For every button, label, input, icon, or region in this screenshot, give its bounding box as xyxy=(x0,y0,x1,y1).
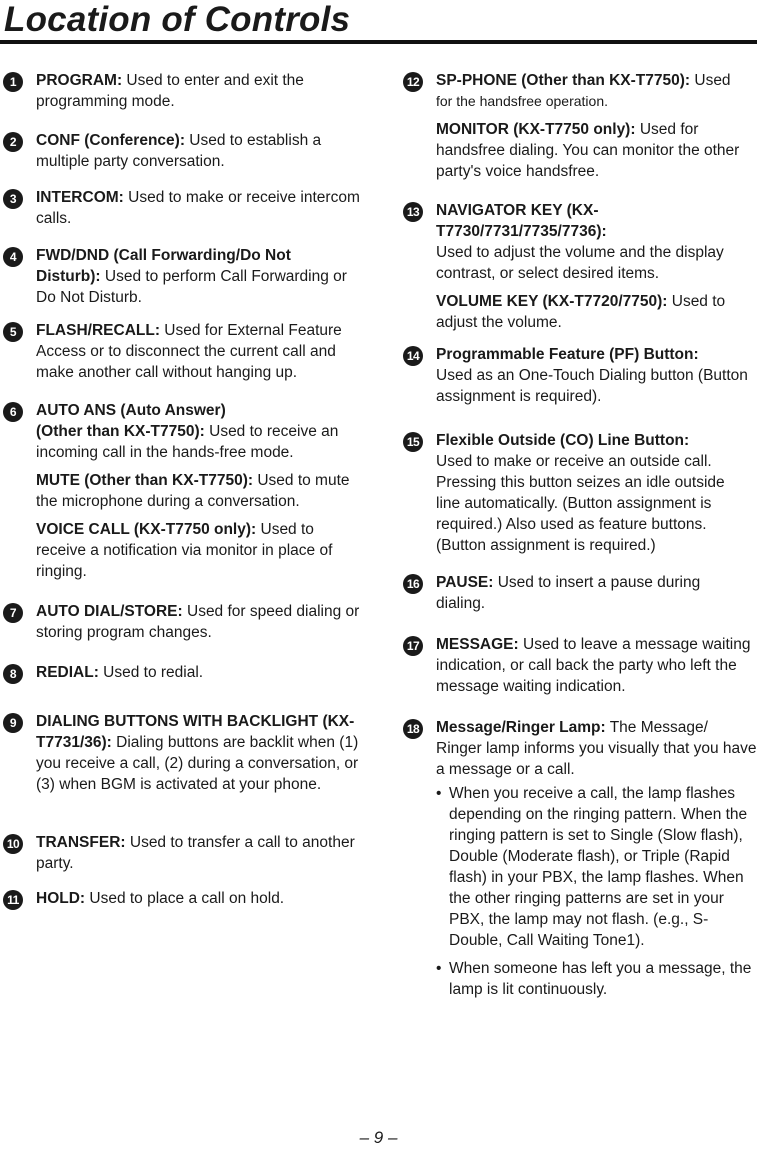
item-description: Dialing buttons are backlit when (1) you receive a call, (2) during a conversation, or (3) when BGM is activated at your phone. xyxy=(36,734,359,793)
item-description: Used to leave a message waiting indication, or call back the party who left the message waiting indication. xyxy=(436,636,751,695)
item-description: Used for handsfree dialing. You can monitor the other party's voice handsfree. xyxy=(436,121,740,180)
number-badge: 18 xyxy=(403,719,423,739)
item-label: AUTO DIAL/STORE: xyxy=(36,603,183,620)
item-label: REDIAL: xyxy=(36,664,99,681)
item-label: HOLD: xyxy=(36,890,86,907)
page-title: Location of Controls xyxy=(4,0,351,39)
number-badge: 11 xyxy=(3,890,23,910)
item-label: PROGRAM: xyxy=(36,72,123,89)
title-rule xyxy=(0,40,757,44)
item-description: Used to make or receive intercom calls. xyxy=(36,189,360,227)
item-label: Flexible Outside (CO) Line Button: xyxy=(436,432,690,449)
number-badge: 2 xyxy=(3,132,23,152)
item-description: Used to insert a pause during dialing. xyxy=(436,574,701,612)
item-label: AUTO ANS (Auto Answer) xyxy=(36,402,226,419)
item-description: Used to transfer a call to another party. xyxy=(36,834,355,872)
number-badge: 6 xyxy=(3,402,23,422)
number-badge: 17 xyxy=(403,636,423,656)
number-badge: 5 xyxy=(3,322,23,342)
number-badge: 8 xyxy=(3,664,23,684)
number-badge: 15 xyxy=(403,432,423,452)
item-description: Used to place a call on hold. xyxy=(85,890,285,907)
item-label: NAVIGATOR KEY (KX-T7730/7731/7735/7736): xyxy=(436,202,607,240)
item-description: Used to receive a notification via monitor in place of ringing. xyxy=(36,521,333,580)
item-description: for the handsfree operation. xyxy=(436,93,609,109)
item-label: FLASH/RECALL: xyxy=(36,322,160,339)
item-description: Used xyxy=(690,72,731,89)
item-label: MUTE (Other than KX-T7750): xyxy=(36,472,254,489)
item-description: Used to redial. xyxy=(98,664,204,681)
number-badge: 7 xyxy=(3,603,23,623)
list-item: • When someone has left you a message, the lamp is lit continuously. xyxy=(436,958,757,1000)
item-label: TRANSFER: xyxy=(36,834,126,851)
number-badge: 13 xyxy=(403,202,423,222)
item-label: CONF (Conference): xyxy=(36,132,185,149)
number-badge: 3 xyxy=(3,189,23,209)
page-number: – 9 – xyxy=(359,1128,398,1147)
item-label: PAUSE: xyxy=(436,574,494,591)
item-description: Used for speed dialing or storing program changes. xyxy=(36,603,360,641)
item-description: The Message/ Ringer lamp informs you visually that you have a message or a call. xyxy=(436,719,757,778)
item-description: Used to establish a multiple party conversation. xyxy=(36,132,322,170)
item-label: Programmable Feature (PF) Button: xyxy=(436,346,699,363)
list-item: • When you receive a call, the lamp flashes depending on the ringing pattern. When the ringing pattern is set to Single (Slow flash), Double (Moderate flash), or Triple (Rapid flash) in your PBX, the lamp flashes. When the other ringing patterns are set in your PBX, the lamp may not flash. (e.g., S-Double, Call Waiting Tone1). xyxy=(436,783,757,951)
item-description: Used to perform Call Forwarding or Do Not Disturb. xyxy=(36,268,347,306)
item-description: Used as an One-Touch Dialing button (Button assignment is required). xyxy=(436,367,748,405)
number-badge: 16 xyxy=(403,574,423,594)
lamp-bullet-list xyxy=(436,783,757,1000)
item-description: Used to receive an incoming call in the hands-free mode. xyxy=(36,423,339,461)
item-description: Used to adjust the volume. xyxy=(436,293,726,331)
number-badge: 12 xyxy=(403,72,423,92)
item-label: MESSAGE: xyxy=(436,636,519,653)
number-badge: 10 xyxy=(3,834,23,854)
item-description: Used to mute the microphone during a conversation. xyxy=(36,472,350,510)
item-label: (Other than KX-T7750): xyxy=(36,423,205,440)
item-description: Used to enter and exit the programming mode. xyxy=(36,72,304,110)
number-badge: 14 xyxy=(403,346,423,366)
number-badge: 9 xyxy=(3,713,23,733)
item-description: Used for External Feature Access or to disconnect the current call and make another call without hanging up. xyxy=(36,322,342,381)
item-label: SP-PHONE (Other than KX-T7750): xyxy=(436,72,691,89)
item-description: Used to adjust the volume and the display contrast, or select desired items. xyxy=(436,244,724,282)
number-badge: 1 xyxy=(3,72,23,92)
item-label: VOICE CALL (KX-T7750 only): xyxy=(36,521,257,538)
item-label: INTERCOM: xyxy=(36,189,124,206)
item-label: VOLUME KEY (KX-T7720/7750): xyxy=(436,293,668,310)
item-label: Message/Ringer Lamp: xyxy=(436,719,606,736)
item-label: DIALING BUTTONS WITH BACKLIGHT (KX-T7731/36): xyxy=(36,713,355,751)
item-label: MONITOR (KX-T7750 only): xyxy=(436,121,636,138)
item-label: FWD/DND (Call Forwarding/Do Not Disturb): xyxy=(36,247,291,285)
number-badge: 4 xyxy=(3,247,23,267)
item-description: Used to make or receive an outside call. Pressing this button seizes an idle outside line automatically. (Button assignment is required.) Also used as feature buttons. (Button assignment is required.) xyxy=(436,453,725,554)
